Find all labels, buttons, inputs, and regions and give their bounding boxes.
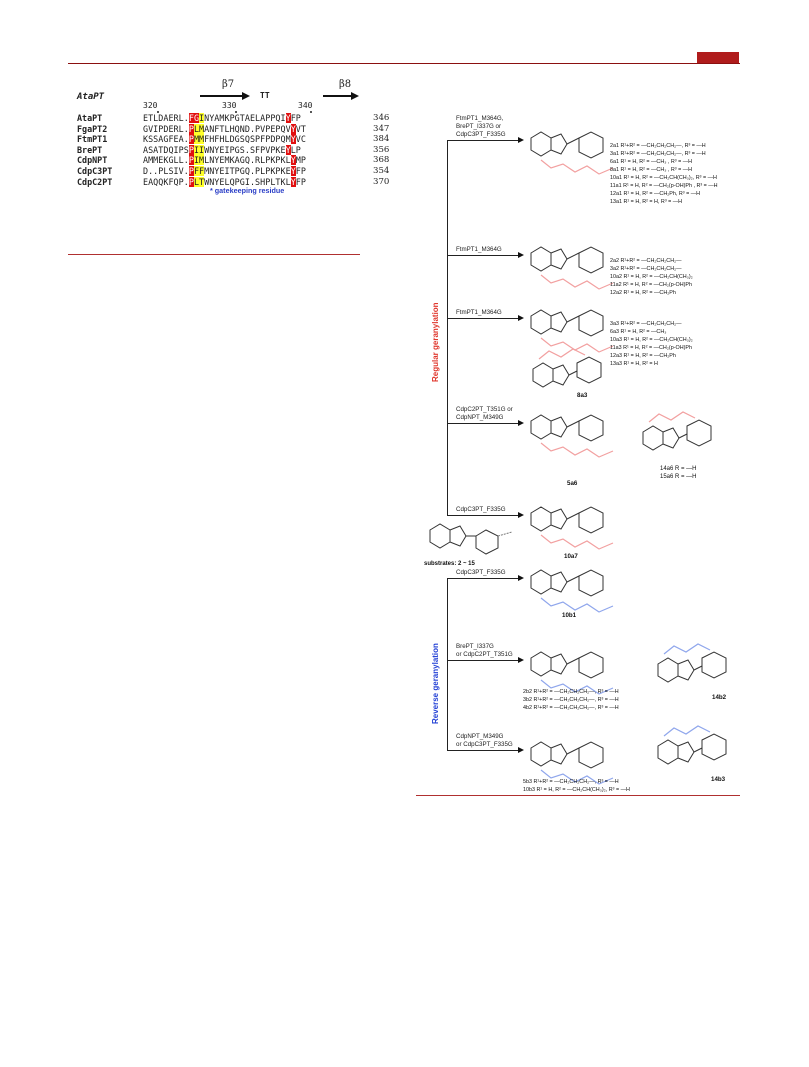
sequence-name: FgaPT2 <box>77 123 108 134</box>
enzyme-label: CdpNPT_M349G or CdpC3PT_F335G <box>456 733 513 748</box>
compound-number: 5a6 <box>567 480 578 487</box>
substrate-structure <box>420 510 530 565</box>
sequence-name: CdpNPT <box>77 155 108 166</box>
sequence-end-number: 346 <box>373 113 390 123</box>
conserved-residue: Y <box>290 166 296 176</box>
conserved-residue: F <box>188 113 194 123</box>
product-structure <box>635 408 735 463</box>
enzyme-label: FtmPT1_M364G <box>456 309 502 316</box>
conserved-residue: P <box>188 176 194 187</box>
highlighted-residue: I <box>199 144 205 155</box>
sequence-row <box>143 155 306 165</box>
gatekeeping-residue: I <box>193 155 200 166</box>
residues: MP <box>295 155 306 166</box>
conserved-residue: Y <box>285 113 291 123</box>
sequence-end-number: 368 <box>373 155 390 166</box>
residues: LNYEMKAGQ.RLPKPKL <box>204 155 291 166</box>
sequence-end-number: 384 <box>373 134 390 145</box>
highlighted-residue: M <box>199 123 205 134</box>
product-structure <box>523 403 653 463</box>
beta7-label: β7 <box>222 79 235 90</box>
compound-number: 14b2 <box>712 694 727 701</box>
regular-trunk <box>447 140 448 515</box>
conserved-residue: Y <box>290 134 296 145</box>
residues: D..PLSIV. <box>143 166 189 176</box>
highlighted-residue: M <box>199 155 205 166</box>
reaction-arrow <box>447 318 519 319</box>
reaction-arrow <box>447 423 519 424</box>
residues: VT <box>295 123 306 134</box>
beta8-label: β8 <box>339 79 352 90</box>
residues: FP <box>295 176 306 187</box>
conserved-residue: Y <box>290 176 296 187</box>
gatekeeping-residue: L <box>193 123 200 134</box>
compound-definitions: 5b3 R¹+R² = —CH₂CH₂CH₂—, R³ = —H 10b3 R¹ = H, R² = —CH₂CH(CH₃)₂, R³ = —H <box>523 779 630 793</box>
residues: EAQQKFQP. <box>143 176 189 187</box>
sequence-row <box>143 166 306 176</box>
residues: MNYEITPGQ.PLPKPKE <box>204 166 291 176</box>
enzyme-label: CdpC3PT_F335G <box>456 569 506 576</box>
header-rule <box>68 63 740 64</box>
residues: KSSAGFEA. <box>143 134 189 145</box>
section-rule <box>68 254 360 255</box>
residues: ETLDAERL. <box>143 113 189 123</box>
sequence-end-number: 347 <box>373 123 390 134</box>
tick-330: 330 <box>222 101 237 110</box>
compound-definitions: 3a3 R¹+R² = —CH₂CH₂CH₂— 6a3 R¹ = H, R² = —CH₃ 10a3 R¹ = H, R² = —CH₂CH(CH₃)₂ 11a3 R¹ = H, R² = —CH₂(p-OH)Ph 12a3 R¹ = H, R² = —CH₂Ph 13a3 R¹ = H, R² = H <box>610 321 693 367</box>
scheme-bottom-rule <box>416 795 740 796</box>
beta7-arrow <box>200 95 242 97</box>
sequence-end-number: 370 <box>373 176 390 187</box>
tick-320: 320 <box>143 101 158 110</box>
highlighted-residue: M <box>199 134 205 145</box>
product-structure <box>650 640 750 695</box>
product-structure <box>523 558 653 618</box>
residues: FP <box>290 113 301 123</box>
residues: ASATDQIPS <box>143 144 189 155</box>
tick-340: 340 <box>298 101 313 110</box>
compound-definitions: 2a2 R¹+R² = —CH₂CH₂CH₂— 3a2 R¹+R² = —CH₂CH₂CH₂— 10a2 R¹ = H, R² = —CH₂CH(CH₃)₂ 11a2 R¹ = H, R² = —CH₂(p-OH)Ph 12a2 R¹ = H, R² = —CH₂Ph <box>610 258 693 296</box>
residues: LP <box>290 144 301 155</box>
residues: GVIPDERL. <box>143 123 189 134</box>
alignment-title: AtaPT <box>77 92 105 102</box>
reaction-arrow <box>447 660 519 661</box>
compound-number: 10a7 <box>564 553 578 560</box>
reaction-arrow <box>447 255 519 256</box>
residues: ANFTLHQND.PVPEPQV <box>204 123 291 134</box>
highlighted-residue: I <box>199 113 205 123</box>
reaction-arrow <box>447 515 519 516</box>
enzyme-label: FtmPT1_M364G, BrePT_I337G or CdpC3PT_F335G <box>456 115 506 138</box>
reverse-geranylation-label: Reverse geranylation <box>431 643 440 724</box>
compound-number: 10b1 <box>562 612 577 619</box>
enzyme-label: FtmPT1_M364G <box>456 246 502 253</box>
enzyme-label: BrePT_I337G or CdpC2PT_T351G <box>456 643 513 658</box>
sequence-name: CdpC2PT <box>77 176 113 187</box>
conserved-residue: P <box>188 134 194 145</box>
conserved-residue: Y <box>290 155 296 166</box>
conserved-residue: Y <box>285 144 291 155</box>
substrates-label: substrates: 2 ~ 15 <box>424 561 475 567</box>
residues: WNYELQPGI.SHPLTKL <box>204 176 291 187</box>
highlighted-residue: T <box>199 176 205 187</box>
reverse-trunk <box>447 578 448 750</box>
compound-definitions: 2b2 R¹+R² = —CH₂CH₂CH₂—, R³ = —H 3b2 R¹+R² = —CH₂CH₂CH₂—, R³ = —H 4b2 R¹+R² = —CH₂CH₂CH₂—, R³ = —H <box>523 689 619 711</box>
conserved-residue: P <box>188 166 194 176</box>
tt-label: TT <box>260 91 270 100</box>
beta8-arrowhead <box>351 92 359 100</box>
sequence-name: BrePT <box>77 144 103 155</box>
gatekeeping-residue: L <box>193 176 200 187</box>
conserved-residue: P <box>188 123 194 134</box>
reaction-arrow <box>447 140 519 141</box>
gatekeeping-footnote: * gatekeeping residue <box>210 186 285 195</box>
compound-definitions: 14a6 R = —H 15a6 R = —H <box>660 466 697 480</box>
regular-geranylation-label: Regular geranylation <box>431 302 440 382</box>
product-structure <box>650 722 750 777</box>
residues: FHFHLDGSQSPFPDPQM <box>204 134 291 145</box>
compound-number: 14b3 <box>711 776 726 783</box>
compound-number: 8a3 <box>577 392 588 399</box>
enzyme-label: CdpC2PT_T351G or CdpNPT_M349G <box>456 406 513 421</box>
product-structure <box>525 345 625 400</box>
highlighted-residue: F <box>199 166 205 176</box>
conserved-residue: Y <box>290 123 296 134</box>
residues: AMMEKGLL. <box>143 155 189 166</box>
beta8-arrow <box>323 95 351 97</box>
enzyme-label: CdpC3PT_F335G <box>456 506 506 513</box>
tick-dot <box>310 111 312 113</box>
residues: FP <box>295 166 306 176</box>
gatekeeping-residue: F <box>193 166 200 176</box>
gatekeeping-residue: G <box>193 113 200 123</box>
residues: WNYEIPGS.SFPVPKE <box>204 144 286 155</box>
sequence-row <box>143 134 306 144</box>
product-structure <box>523 495 653 555</box>
sequence-row <box>143 124 306 134</box>
residues: VC <box>295 134 306 145</box>
sequence-name: CdpC3PT <box>77 166 113 176</box>
header-accent-tab <box>697 52 739 63</box>
sequence-name: FtmPT1 <box>77 134 108 145</box>
gatekeeping-residue: M <box>193 134 200 145</box>
sequence-end-number: 354 <box>373 166 390 176</box>
gatekeeping-residue: I <box>193 144 200 155</box>
conserved-residue: P <box>188 155 194 166</box>
compound-definitions: 2a1 R¹+R² = —CH₂CH₂CH₂—, R³ = —H 3a1 R¹+R² = —CH₂CH₂CH₂—, R³ = —H 6a1 R¹ = H, R² = —CH₃ , R³ = —H 8a1 R¹ = H, R² = —CH₃ , R³ = —H 10a1 R¹ = H, R² = —CH₂CH(CH₃)₂, R³ = —H 11a1 R¹ = H, R² = —CH₂(p-OH)Ph , R³ = —H 12a1 R¹ = H, R² = —CH₂Ph, R³ = —H 13a1 R¹ = H, R² = H, R³ = —H <box>610 143 718 205</box>
sequence-row <box>143 145 301 155</box>
sequence-name: AtaPT <box>77 113 103 123</box>
sequence-end-number: 356 <box>373 144 390 155</box>
conserved-residue: P <box>188 144 194 155</box>
reaction-arrow <box>447 750 519 751</box>
sequence-row <box>143 113 301 123</box>
residues: NYAMKPGTAELAPPQI <box>204 113 286 123</box>
reaction-arrow <box>447 578 519 579</box>
beta7-arrowhead <box>242 92 250 100</box>
